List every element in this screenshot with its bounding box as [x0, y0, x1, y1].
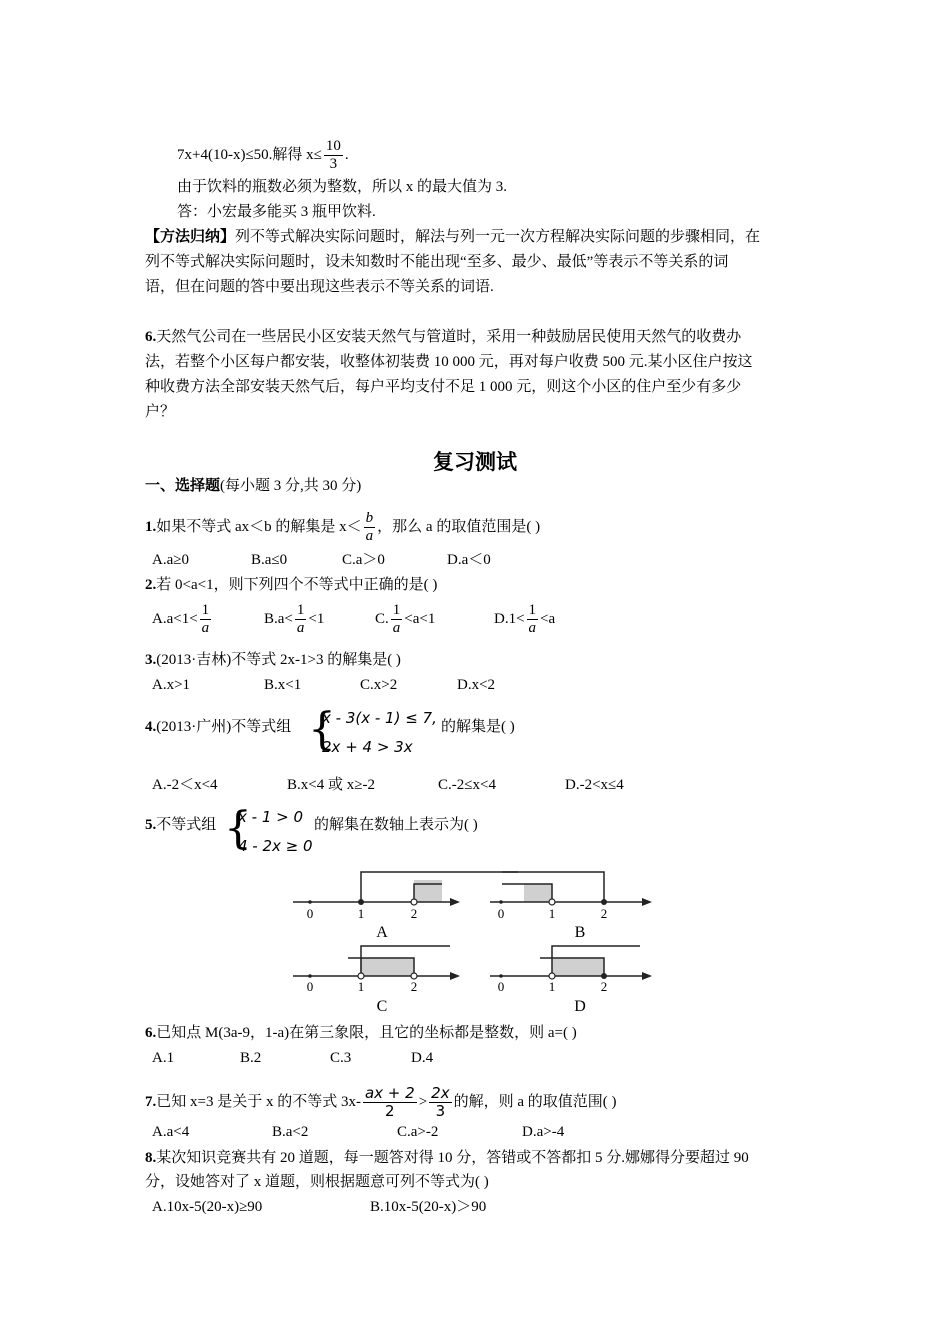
q2-option-a-text: A.a<1<: [152, 610, 198, 627]
question-2: [145, 575, 437, 595]
axis-arrow: [642, 898, 652, 906]
left-brace: {: [308, 704, 336, 755]
q2-option-c-tail: <a<1: [404, 610, 436, 627]
fraction-numerator: 2x: [431, 1084, 450, 1102]
q6-option-c: C.3: [330, 1050, 352, 1066]
method-line-3: 语，但在问题的答中要出现这些表示不等关系的词语.: [145, 279, 494, 295]
tick-mark: [308, 974, 312, 978]
fraction-numerator: 1: [296, 602, 305, 618]
question-3-stem: (2013·吉林)不等式 2x-1>3 的解集是( ): [156, 652, 401, 668]
q2-option-c-fraction: [391, 602, 403, 637]
fraction-denominator: a: [201, 620, 210, 636]
panel-label: A: [376, 924, 388, 941]
q2-option-b-text: B.a<: [264, 610, 293, 627]
question-6: [145, 1023, 577, 1043]
q2-option-a-fraction: [200, 602, 212, 637]
q1-option-a: A.a≥0: [152, 552, 189, 568]
tick-label: 0: [306, 906, 314, 921]
method-line-1: [145, 227, 760, 247]
q6-option-b: B.2: [240, 1050, 262, 1066]
app-question-6-line-2: 法，若整个小区每户都安装，收整体初装费 10 000 元，再对每户收费 500 元.某小区住户按这: [145, 354, 753, 370]
number-line-figure: [290, 866, 655, 1016]
q7-option-b: B.a<2: [272, 1124, 309, 1140]
q3-option-b: B.x<1: [264, 677, 302, 693]
question-5-stem-b: 的解集在数轴上表示为( ): [314, 817, 478, 833]
panel-label: C: [376, 998, 388, 1015]
q2-option-d-fraction: [527, 602, 539, 637]
q7-option-d: D.a>-4: [522, 1124, 565, 1140]
q7-option-a: A.a<4: [152, 1124, 190, 1140]
section-note: (每小题 3 分,共 30 分): [220, 478, 362, 494]
axis-arrow: [642, 972, 652, 980]
question-number: 6.: [145, 1025, 157, 1041]
fraction-denominator: 3: [329, 156, 338, 172]
example-line-3: 答：小宏最多能买 3 瓶甲饮料.: [177, 204, 376, 220]
question-7-stem-b: 的解，则 a 的取值范围( ): [453, 1093, 617, 1110]
fraction-denominator: 3: [435, 1102, 446, 1120]
question-8-line-2: 分，设她答对了 x 道题，则根据题意可列不等式为( ): [145, 1174, 489, 1190]
filled-point: [358, 899, 364, 905]
q6-option-d: D.4: [411, 1050, 434, 1066]
fraction-denominator: a: [365, 528, 374, 544]
q3-option-d: D.x<2: [457, 677, 496, 693]
method-line-2: 列不等式解决实际问题时，设未知数时不能出现“至多、最少、最低”等表示不等关系的词: [145, 254, 729, 270]
question-number: 1.: [145, 518, 157, 535]
q2-option-d-tail: <a: [540, 610, 556, 627]
question-number: 2.: [145, 577, 157, 593]
question-1-stem-a: 如果不等式 ax＜b 的解集是 x＜: [156, 518, 362, 535]
shaded-region: [361, 958, 414, 976]
question-7-stem-a: 已知 x=3 是关于 x 的不等式 3x-: [156, 1093, 361, 1110]
example-line-2: 由于饮料的瓶数必须为整数，所以 x 的最大值为 3.: [177, 179, 508, 195]
q4-system-row-1: x - 3(x - 1) ≤ 7,: [322, 709, 437, 727]
q1-option-b: B.a≤0: [251, 552, 288, 568]
fraction-numerator: 1: [528, 602, 537, 618]
tick-label: 2: [600, 906, 608, 921]
question-1-stem-b: ，那么 a 的取值范围是( ): [377, 518, 541, 535]
question-number: 8.: [145, 1150, 157, 1166]
fraction-numerator: 10: [325, 138, 341, 154]
question-5-stem: [145, 815, 216, 835]
panel-label: B: [574, 924, 586, 941]
q1-option-c: C.a＞0: [342, 552, 385, 568]
shaded-region: [524, 884, 552, 902]
number-line-panel-b: [490, 872, 652, 941]
tick-label: 1: [357, 906, 365, 921]
question-7-fraction-2: [429, 1085, 451, 1120]
question-8-line-1: [145, 1148, 749, 1168]
q3-option-c: C.x>2: [360, 677, 398, 693]
q8-option-a: A.10x-5(20-x)≥90: [152, 1199, 263, 1215]
fraction-numerator: ax + 2: [364, 1084, 415, 1102]
tick-label: 2: [410, 906, 418, 921]
q2-option-c: [375, 602, 435, 637]
question-number: 6.: [145, 329, 157, 345]
number-line-panel-c: [293, 946, 460, 1015]
open-point: [411, 899, 417, 905]
question-1: [145, 510, 540, 545]
question-number: 7.: [145, 1093, 157, 1110]
fraction-denominator: a: [296, 620, 305, 636]
tick-label: 2: [410, 979, 418, 994]
example-line-1-prefix: 7x+4(10-x)≤50.解得 x≤: [177, 146, 322, 163]
section-label: 一、选择题: [145, 478, 221, 494]
q4-option-b: B.x<4 或 x≥-2: [287, 777, 375, 793]
question-7-fraction-1: [363, 1085, 417, 1120]
question-4-stem: [145, 717, 291, 737]
q8-option-b: B.10x-5(20-x)＞90: [370, 1199, 487, 1215]
question-1-fraction: [364, 510, 376, 545]
app-question-6-line-4: 户？: [145, 404, 176, 420]
question-number: 5.: [145, 817, 157, 833]
q4-option-a: A.-2＜x<4: [152, 777, 218, 793]
q2-option-d: [494, 602, 555, 637]
question-6-stem: 已知点 M(3a-9，1-a)在第三象限，且它的坐标都是整数，则 a=( ): [156, 1025, 577, 1041]
review-title: 复习测试: [433, 450, 517, 474]
q5-system-row-1: x - 1 > 0: [238, 808, 304, 826]
fraction-denominator: 2: [385, 1102, 395, 1120]
fraction-numerator: 1: [392, 602, 401, 618]
fraction-denominator: a: [528, 620, 537, 636]
number-line-panel-d: [490, 946, 652, 1015]
axis-arrow: [450, 972, 460, 980]
tick-label: 0: [497, 906, 505, 921]
app-question-6-line-3: 种收费方法全部安装天然气后，每户平均支付不足 1 000 元，则这个小区的住户至少有多少: [145, 379, 742, 395]
method-text-1: 列不等式解决实际问题时，解法与列一元一次方程解决实际问题的步骤相同，在: [235, 229, 761, 245]
shaded-region: [552, 958, 604, 976]
q2-option-b-tail: <1: [308, 610, 325, 627]
question-2-stem: 若 0<a<1，则下列四个不等式中正确的是( ): [156, 577, 438, 593]
tick-label: 0: [306, 979, 314, 994]
q4-system-row-2: 2x + 4 > 3x: [322, 738, 413, 756]
tick-label: 1: [548, 906, 556, 921]
solution-bracket: [502, 872, 604, 902]
method-tag: 【方法归纳】: [145, 229, 236, 245]
left-brace: {: [224, 803, 252, 854]
fraction-denominator: a: [392, 620, 401, 636]
question-3: [145, 650, 401, 670]
filled-point: [601, 899, 607, 905]
q2-option-b: [264, 602, 324, 637]
q1-option-d: D.a＜0: [447, 552, 491, 568]
fraction-numerator: b: [365, 510, 374, 526]
app-question-6-line-1: [145, 327, 741, 347]
question-4-stem-a: (2013·广州)不等式组: [156, 719, 292, 735]
question-number: 3.: [145, 652, 157, 668]
question-8-text-1: 某次知识竞赛共有 20 道题，每一题答对得 10 分，答错或不答都扣 5 分.娜娜得分要超过 90: [156, 1150, 749, 1166]
number-line-panel-a: [293, 872, 518, 941]
question-7: [145, 1085, 616, 1120]
tick-mark: [499, 900, 503, 904]
q2-option-c-text: C.: [375, 610, 389, 627]
q4-option-d: D.-2<x≤4: [565, 777, 624, 793]
open-point: [549, 899, 555, 905]
example-fraction: [324, 138, 343, 173]
q2-option-a: [152, 602, 213, 637]
tick-label: 2: [600, 979, 608, 994]
question-5-stem-a: 不等式组: [156, 817, 217, 833]
panel-label: D: [574, 998, 586, 1015]
question-4-stem-b: 的解集是( ): [441, 719, 515, 735]
q6-option-a: A.1: [152, 1050, 175, 1066]
tick-label: 1: [548, 979, 556, 994]
section-heading: [145, 476, 361, 496]
fraction-numerator: 1: [201, 602, 210, 618]
q5-system-row-2: 4 - 2x ≥ 0: [238, 837, 313, 855]
q2-option-b-fraction: [295, 602, 307, 637]
q4-option-c: C.-2≤x<4: [438, 777, 496, 793]
q3-option-a: A.x>1: [152, 677, 191, 693]
tick-mark: [308, 900, 312, 904]
q2-option-d-text: D.1<: [494, 610, 525, 627]
tick-label: 0: [497, 979, 505, 994]
app-question-6-text-1: 天然气公司在一些居民小区安装天然气与管道时，采用一种鼓励居民使用天然气的收费办: [156, 329, 742, 345]
example-line-1-suffix: .: [344, 146, 349, 163]
tick-label: 1: [357, 979, 365, 994]
example-line-1: [177, 138, 349, 173]
question-number: 4.: [145, 719, 157, 735]
axis-arrow: [450, 898, 460, 906]
q7-option-c: C.a>-2: [397, 1124, 439, 1140]
tick-mark: [499, 974, 503, 978]
greater-than-sign: >: [418, 1093, 428, 1110]
